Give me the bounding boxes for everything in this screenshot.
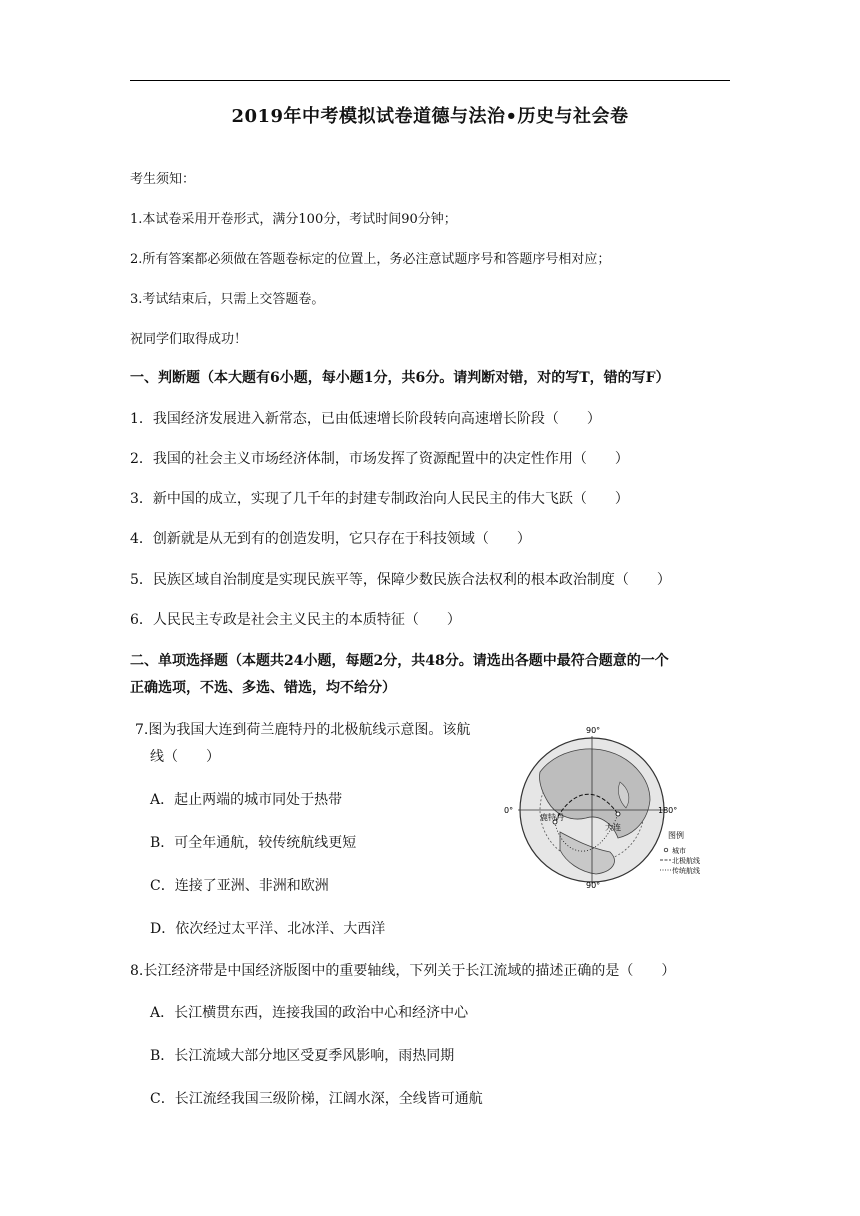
notice-item: 2.所有答案都必须做在答题卷标定的位置上，务必注意试题序号和答题序号相对应；: [130, 252, 611, 267]
map-legend-city: 城市: [672, 847, 686, 855]
map-city-dalian: 大连: [605, 823, 621, 832]
map-label-right: 180°: [658, 806, 678, 815]
judgement-question: 3．新中国的成立，实现了几千年的封建专制政治向人民民主的伟大飞跃（ ）: [130, 491, 629, 507]
notice-heading: 考生须知：: [130, 172, 196, 187]
map-label-bottom: 90°: [586, 881, 601, 890]
q8-stem: 8.长江经济带是中国经济版图中的重要轴线，下列关于长江流域的描述正确的是（ ）: [130, 963, 676, 979]
header-rule: [130, 80, 730, 81]
map-legend-title: 图例: [668, 831, 684, 840]
q7-option-b: B．可全年通航，较传统航线更短: [150, 835, 357, 851]
notice-wish: 祝同学们取得成功！: [130, 332, 248, 347]
judgement-question: 2．我国的社会主义市场经济体制，市场发挥了资源配置中的决定性作用（ ）: [130, 451, 629, 467]
arctic-route-map: [500, 722, 718, 890]
section2-heading: 二、单项选择题（本题共24小题，每题2分，共48分。请选出各题中最符合题意的一个: [130, 653, 669, 669]
q8-option-b: B．长江流域大部分地区受夏季风影响，雨热同期: [150, 1048, 455, 1064]
notice-item: 3.考试结束后，只需上交答题卷。: [130, 292, 325, 307]
legend-city-icon: [664, 848, 668, 852]
judgement-question: 4．创新就是从无到有的创造发明，它只存在于科技领域（ ）: [130, 531, 531, 547]
q7-option-c: C．连接了亚洲、非洲和欧洲: [150, 878, 329, 894]
judgement-question: 5．民族区域自治制度是实现民族平等，保障少数民族合法权利的根本政治制度（ ）: [130, 572, 671, 588]
q8-option-c: C．长江流经我国三级阶梯，江阔水深，全线皆可通航: [150, 1091, 483, 1107]
map-label-top: 90°: [586, 726, 601, 735]
section1-heading: 一、判断题（本大题有6小题，每小题1分，共6分。请判断对错，对的写T，错的写F）: [130, 370, 670, 386]
map-legend-arctic: 北极航线: [672, 857, 700, 865]
q8-option-a: A．长江横贯东西，连接我国的政治中心和经济中心: [150, 1005, 469, 1021]
q7-stem-cont: 线（ ）: [150, 749, 220, 765]
q7-option-d: D．依次经过太平洋、北冰洋、大西洋: [150, 921, 386, 937]
section2-heading-cont: 正确选项，不选、多选、错选，均不给分）: [130, 680, 396, 696]
map-label-left: 0°: [504, 806, 514, 815]
map-legend-traditional: 传统航线: [672, 867, 700, 875]
judgement-question: 6．人民民主专政是社会主义民主的本质特征（ ）: [130, 612, 461, 628]
notice-item: 1.本试卷采用开卷形式，满分100分，考试时间90分钟；: [130, 212, 457, 227]
judgement-question: 1．我国经济发展进入新常态，已由低速增长阶段转向高速增长阶段（ ）: [130, 411, 601, 427]
map-city-rotterdam: 鹿特丹: [540, 813, 564, 822]
page-title: 2019年中考模拟试卷道德与法治•历史与社会卷: [231, 106, 629, 127]
q7-option-a: A．起止两端的城市同处于热带: [150, 792, 343, 808]
q7-stem: 7.图为我国大连到荷兰鹿特丹的北极航线示意图。该航: [135, 722, 471, 738]
